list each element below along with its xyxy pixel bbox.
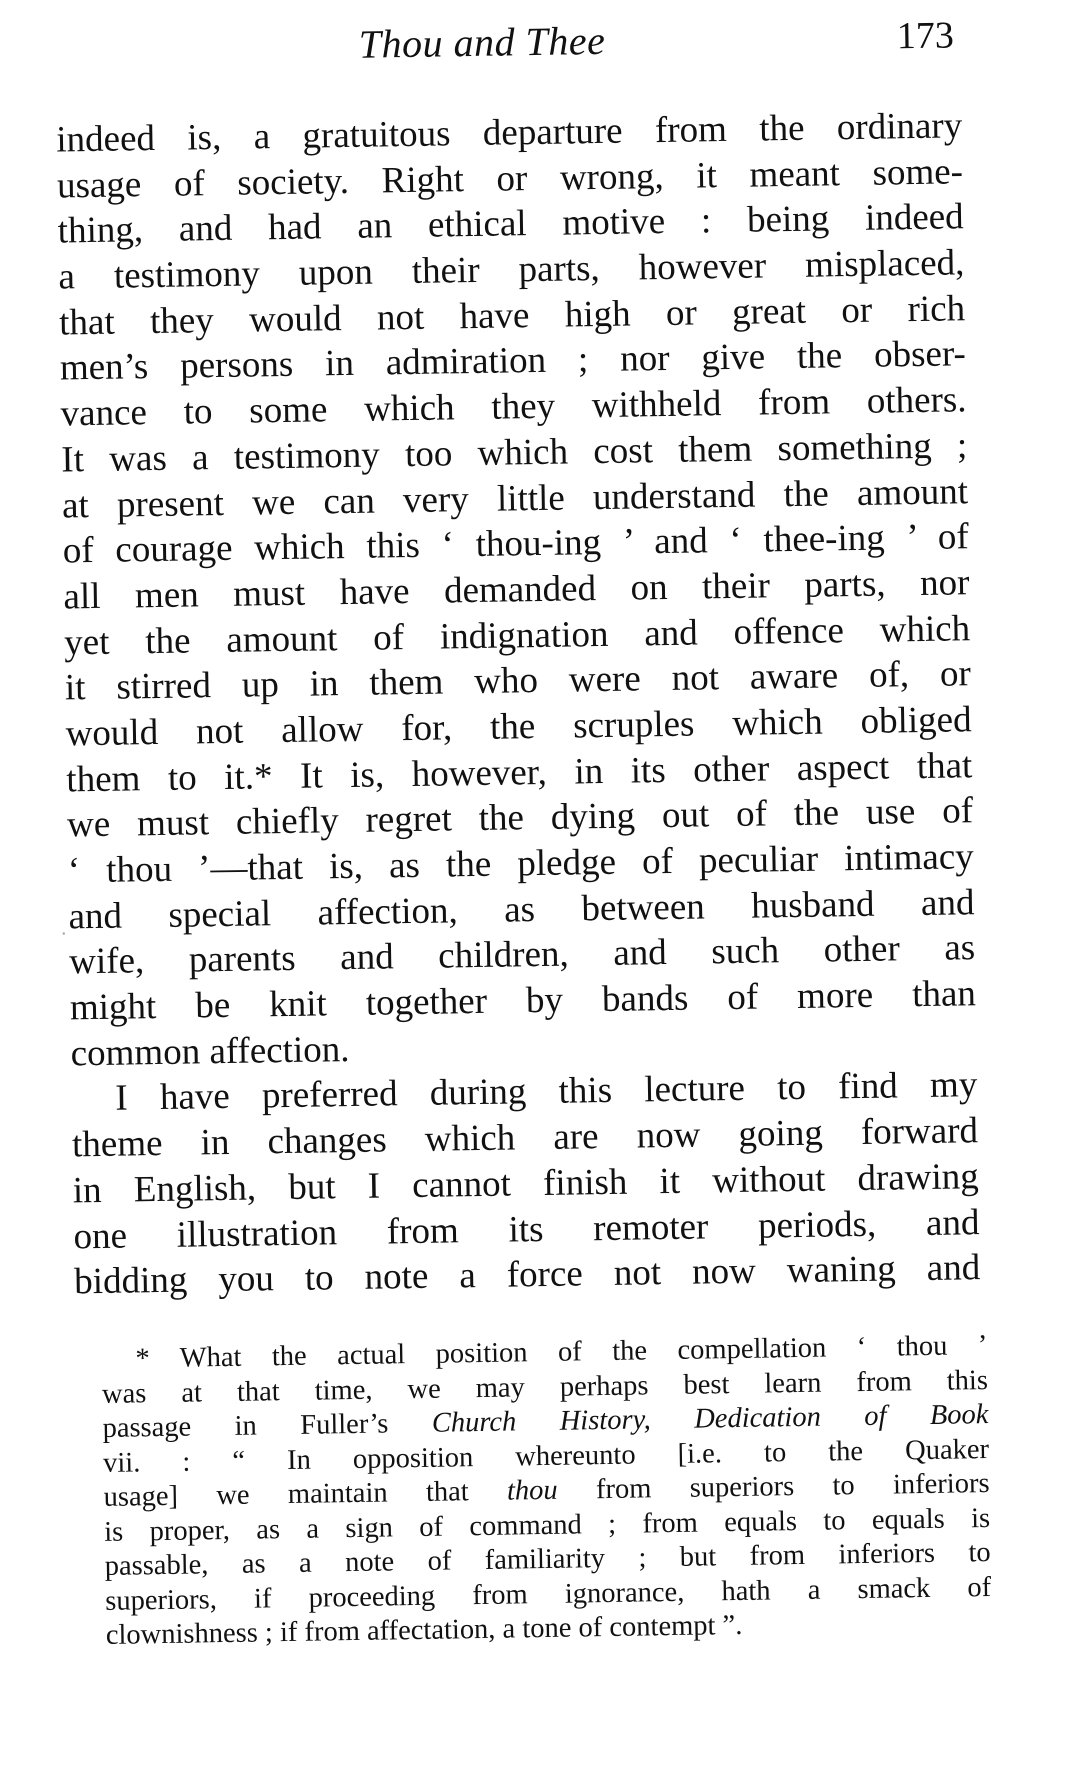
page-number: 173: [896, 14, 955, 58]
footnote-line: vii. : “ In opposition whereunto [i.e. to the Quaker: [102, 1433, 990, 1479]
body-line: I have preferred during this lecture to find my: [115, 1064, 978, 1120]
body-line: them to it.* It is, however, in its other aspect that: [66, 744, 973, 801]
body-line: of courage which this ‘ thou-ing ’ and ‘ thee-ing ’ of: [62, 516, 969, 572]
body-line: all men must have demanded on their parts, nor: [63, 562, 970, 618]
body-line: that they would not have high or great or rich: [58, 288, 966, 344]
body-line: bidding you to note a force not now waning and: [73, 1247, 981, 1303]
body-line: usage of society. Right or wrong, it meant some-: [56, 150, 964, 207]
body-line: in English, but I cannot finish it without drawing: [72, 1155, 980, 1212]
body-line: wife, parents and children, and such other as: [68, 927, 976, 983]
body-line: indeed is, a gratuitous departure from the ordinary: [55, 105, 963, 161]
body-line: one illustration from its remoter periods, and: [73, 1201, 980, 1257]
footnote-text: usage] we maintain that: [103, 1475, 508, 1513]
margin-speck: [63, 932, 65, 934]
footnote-line: passable, as a note of familiarity ; but from inferiors to: [104, 1537, 991, 1582]
footnote-line: * What the actual position of the compellation ‘ thou ’: [135, 1330, 988, 1375]
body-line: vance to some which they withheld from others.: [60, 379, 967, 435]
body-line: ‘ thou ’—that is, as the pledge of peculiar intimacy: [67, 836, 975, 892]
body-line: men’s persons in admiration ; nor give the obser-: [59, 333, 967, 389]
body-line: a testimony upon their parts, however misplaced,: [58, 242, 965, 298]
footnote-text: from superiors to inferiors: [557, 1468, 990, 1506]
footnote-line: is proper, as a sign of command ; from equals to equals is: [103, 1502, 991, 1548]
body-line: we must chiefly regret the dying out of the use of: [66, 790, 974, 846]
body-line: theme in changes which are now going forward: [71, 1110, 979, 1166]
body-text: [56, 103, 981, 1305]
footnote-italic-title: Church History, Dedication of Book: [431, 1399, 989, 1439]
footnote: [101, 1329, 992, 1653]
body-line: would not allow for, the scruples which obliged: [65, 699, 972, 755]
footnote-italic-word: thou: [506, 1474, 558, 1507]
footnote-line: clownishness ; if from affectation, a tone of contempt ”.: [105, 1609, 743, 1651]
body-line: common affection.: [70, 1028, 350, 1075]
body-line: it stirred up in them who were not aware of, or: [64, 653, 972, 709]
footnote-line: superiors, if proceeding from ignorance, hath a smack of: [105, 1571, 992, 1617]
body-line: yet the amount of indignation and offence which: [63, 607, 971, 664]
running-title: Thou and Thee: [358, 17, 606, 67]
body-line: might be knit together by bands of more than: [69, 973, 977, 1029]
body-line: at present we can very little understand the amount: [61, 470, 969, 526]
footnote-text: passage in Fuller’s: [102, 1407, 433, 1444]
body-line: thing, and had an ethical motive : being indeed: [57, 196, 964, 252]
body-line: It was a testimony too which cost them something ;: [61, 425, 968, 481]
body-line: and special affection, as between husband and: [68, 881, 975, 938]
footnote-line: was at that time, we may perhaps best learn from this: [101, 1364, 989, 1410]
